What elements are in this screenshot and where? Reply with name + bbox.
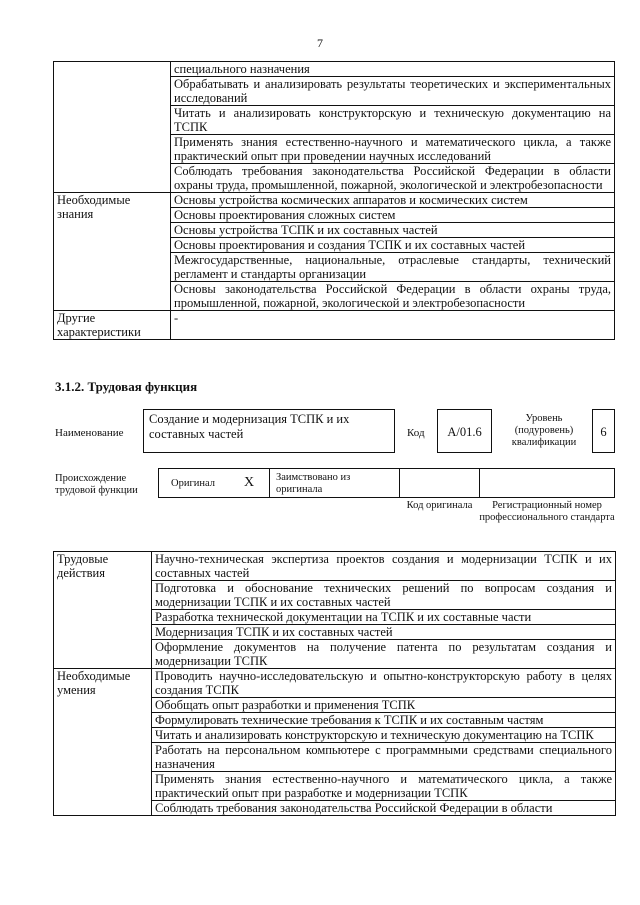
original-box: [158, 468, 270, 498]
table-row: [54, 669, 616, 698]
page-number: 7: [317, 36, 323, 50]
labor-actions-table: [53, 551, 616, 816]
table-row: [54, 311, 615, 340]
function-code-box: А/01.6: [437, 409, 492, 453]
original-mark: X: [244, 475, 255, 490]
registration-caption: Регистрационный номер профессионального стандарта: [479, 500, 615, 523]
table-cell: Основы проектирования и создания ТСПК и их составных частей: [171, 238, 615, 253]
code-label: Код: [407, 427, 425, 439]
row-label-cell: Трудовые действия: [54, 552, 152, 669]
table-cell: Применять знания естественно-научного и математического цикла, а также практический опыт при разработке и модернизации ТСПК: [152, 772, 616, 801]
table-cell: Подготовка и обоснование технических решений по вопросам создания и модернизации ТСПК и их составных частей: [152, 581, 616, 610]
registration-number-box: [479, 468, 615, 498]
origin-label: Происхождение трудовой функции: [55, 473, 138, 496]
table-cell: Читать и анализировать конструкторскую и техническую документацию на ТСПК: [171, 106, 615, 135]
table-cell: Проводить научно-исследовательскую и опытно-конструкторскую работу в целях создания ТСПК: [152, 669, 616, 698]
table-cell: Модернизация ТСПК и их составных частей: [152, 625, 616, 640]
table-cell: Разработка технической документации на ТСПК и их составные части: [152, 610, 616, 625]
name-label: Наименование: [55, 427, 124, 439]
table-cell: Формулировать технические требования к ТСПК и их составным частям: [152, 713, 616, 728]
table-cell: Соблюдать требования законодательства Российской Федерации в области охраны труда, промышленной, пожарной, экологической и электробезопасности: [171, 164, 615, 193]
borrowed-box: Заимствовано из оригинала: [269, 468, 400, 498]
table-cell: Основы устройства космических аппаратов и космических систем: [171, 193, 615, 208]
table-cell: Обрабатывать и анализировать результаты теоретических и экспериментальных исследований: [171, 77, 615, 106]
skills-knowledge-table: [53, 61, 615, 340]
original-code-box: [399, 468, 480, 498]
table-cell: Основы законодательства Российской Федерации в области охраны труда, промышленной, пожарной, экологической и электробезопасности: [171, 282, 615, 311]
table-cell: Межгосударственные, национальные, отраслевые стандарты, технический регламент и стандарты организации: [171, 253, 615, 282]
row-label-cell: Другие характеристики: [54, 311, 171, 340]
code-caption: Код оригинала: [406, 500, 473, 511]
row-label-cell: [54, 62, 171, 193]
level-value-box: 6: [592, 409, 615, 453]
table-cell: Читать и анализировать конструкторскую и техническую документацию на ТСПК: [152, 728, 616, 743]
section-heading: 3.1.2. Трудовая функция: [55, 379, 198, 394]
table-cell: Применять знания естественно-научного и математического цикла, а также практический опыт при проведении научных исследований: [171, 135, 615, 164]
table-row: [54, 193, 615, 208]
table-cell: Научно-техническая экспертиза проектов создания и модернизации ТСПК и их составных частей: [152, 552, 616, 581]
function-name-box: Создание и модернизация ТСПК и их составных частей: [143, 409, 395, 453]
table-cell: Основы устройства ТСПК и их составных частей: [171, 223, 615, 238]
row-label-cell: Необходимые знания: [54, 193, 171, 311]
table-cell: Соблюдать требования законодательства Российской Федерации в области: [152, 801, 616, 816]
table-cell: Оформление документов на получение патента по результатам создания и модернизации ТСПК: [152, 640, 616, 669]
table-cell: Основы проектирования сложных систем: [171, 208, 615, 223]
table-row: [54, 552, 616, 581]
level-label: Уровень (подуровень) квалификации: [511, 413, 577, 448]
table-cell: -: [171, 311, 615, 340]
table-cell: Обобщать опыт разработки и применения ТСПК: [152, 698, 616, 713]
table-cell: Работать на персональном компьютере с программными средствами специального назначения: [152, 743, 616, 772]
original-label: Оригинал: [171, 478, 215, 489]
table-row: [54, 62, 615, 77]
table-cell: специального назначения: [171, 62, 615, 77]
row-label-cell: Необходимые умения: [54, 669, 152, 816]
